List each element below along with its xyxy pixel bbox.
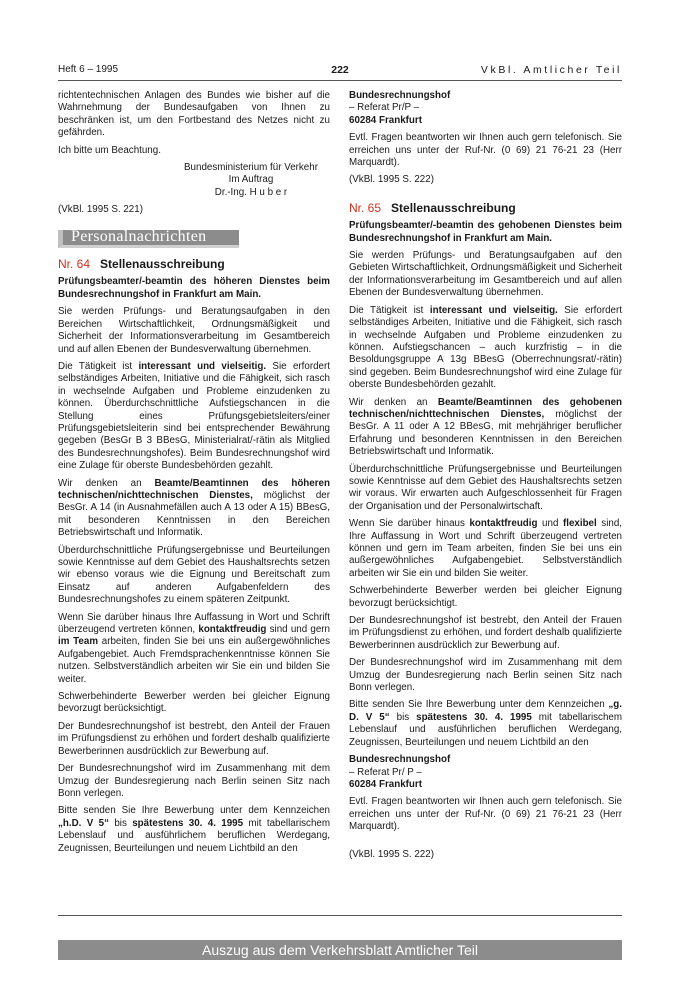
paragraph: Der Bundesrechnungshof ist bestrebt, den Anteil der Frauen im Prüfungsdienst zu erhöhen, und fordert deshalb qualifizierte Bewerberinnen ausdrücklich zur Bewerbung auf.	[349, 615, 622, 651]
journal-title: VkBl. Amtlicher Teil	[480, 64, 622, 76]
paragraph: Wenn Sie darüber hinaus Ihre Auffassung in Wort und Schrift überzeugend vertreten können, kontaktfreudig sind und gern im Team arbeiten, finden Sie bei uns ein außergewöhnliches Aufgabengebiet. Auch Fremdsprachenkenntnisse können Sie nutzen. Selbstverständlich arbeiten wir Sie ein und bilden Sie weiter.	[58, 611, 330, 685]
announcement-heading	[58, 258, 330, 270]
footer-banner: Auszug aus dem Verkehrsblatt Amtlicher Teil	[58, 940, 622, 960]
footer-rule	[58, 915, 622, 916]
paragraph: Wenn Sie darüber hinaus kontaktfreudig und flexibel sind, Ihre Auffassung in Wort und Schrift überzeugend vertreten können und gern im Team arbeiten, finden Sie bei uns ein außergewöhnliches Aufgabengebiet. Selbstverständlich arbeiten wir Sie ein und bilden Sie weiter.	[349, 518, 622, 579]
contact-paragraph: Evtl. Fragen beantworten wir Ihnen auch gern telefonisch. Sie erreichen uns unter der Ruf-Nr. (0 69) 21 76-21 23 (Herr Marquardt).	[349, 796, 622, 833]
left-column	[58, 90, 330, 860]
request-line: Ich bitte um Beachtung.	[58, 144, 161, 156]
signature-name: Dr.-Ing. H u b e r	[214, 186, 288, 198]
address-ref: – Referat Pr/ P –	[349, 766, 422, 778]
address-block	[349, 754, 622, 791]
paragraph: Der Bundesrechnungshof ist bestrebt, den Anteil der Frauen im Prüfungsdienst zu erhöhen und fordert deshalb qualifizierte Bewerberinnen ausdrücklich zur Bewerbung auf.	[58, 720, 330, 757]
announcement-subtitle: Prüfungsbeamter/-beamtin des höheren Dienstes beim Bundesrechnungshof in Frankfurt am Main.	[58, 276, 330, 300]
signature-ministry: Bundesministerium für Verkehr	[184, 162, 318, 174]
paragraph: Die Tätigkeit ist interessant und vielseitig. Sie erfordert selbständiges Arbeiten, Initiative und die Fähigkeit, sich rasch in wechselnde Aufgaben und Probleme einzudenken zu können. Überdurchschnittliche Aufstiegschancen in die Stellung eines Prüfungsgebietsleiters/einer Prüfungsgebietsleiterin sind bei entsprechender Bewährung gegeben (BesGr B 3 BBesG, Ministerialrat/-rätin als Mitglied des Bundesrechnungshofes). Beim Bundesrechnungshof wird eine Zulage für oberste Bundesbehörden gezahlt.	[58, 360, 330, 472]
paragraph: Sie werden Prüfungs- und Beratungsaufgaben in den Bereichen Wirtschaftlichkeit, Ordnungsmäßigkeit und Sicherheit der Informationsverarbeitung im Gesamtbereich und auf allen Ebenen der Bundesverwaltung übernehmen.	[58, 306, 330, 355]
paragraph: Schwerbehinderte Bewerber werden bei gleicher Eignung bevorzugt berücksichtigt.	[349, 585, 622, 609]
signature-block	[176, 162, 326, 199]
paragraph: Überdurchschnittliche Prüfungsergebnisse und Beurteilungen sowie Kenntnisse auf dem Gebiet des Haushaltsrechts setzen wir ebenso voraus wie die Eignung und Bereitschaft zum Einsatz auf anderen Aufgabenfeldern des Bundesrechnungshofes zu einem späteren Zeitpunkt.	[58, 544, 330, 606]
announcement-title: Stellenausschreibung	[391, 200, 516, 215]
reference-line: (VkBl. 1995 S. 222)	[349, 848, 434, 860]
paragraph: Der Bundesrechnungshof wird im Zusammenhang mit dem Umzug der Bundesregierung nach Berlin seinen Sitz nach Bonn verlegen.	[58, 763, 330, 799]
page-number: 222	[331, 64, 349, 76]
address-city: 60284 Frankfurt	[349, 114, 422, 126]
address-block	[349, 90, 622, 127]
paragraph: Wir denken an Beamte/Beamtinnen des höheren technischen/nichttechnischen Dienstes, möglichst der BesGr. A 14 (in Ausnahmefällen auch A 13 oder A 15) BBesG, mit besonderen Kenntnissen in den Bereichen Betriebswirtschaft und Informatik.	[58, 477, 330, 539]
page-header	[58, 64, 622, 80]
intro-paragraph: richtentechnischen Anlagen des Bundes wie bisher auf die Wahrnehmung der Bundesaufgaben von Ihnen zu beschränken ist, um den Fortbestand des Netzes nicht zu gefährden.	[58, 90, 330, 139]
issue-label: Heft 6 – 1995	[58, 64, 119, 75]
right-column	[349, 90, 622, 866]
address-city: 60284 Frankfurt	[349, 778, 422, 790]
paragraph: Wir denken an Beamte/Beamtinnen des gehobenen technischen/nichttechnischen Dienstes, möglichst der BesGr. A 11 oder A 12 BBesG, mit mehrjähriger beruflicher Erfahrung und besonderen Kenntnissen in den Bereichen Betriebswirtschaft und Informatik.	[349, 396, 623, 458]
announcement-number: Nr. 65	[349, 200, 382, 215]
reference-line: (VkBl. 1995 S. 222)	[349, 174, 434, 186]
section-banner: Personalnachrichten	[58, 230, 239, 248]
address-name: Bundesrechnungshof	[349, 754, 451, 766]
address-name: Bundesrechnungshof	[349, 90, 451, 101]
paragraph: Bitte senden Sie Ihre Bewerbung unter dem Kennzeichen „g. D. V 5“ bis spätestens 30. 4. 1995 mit tabellarischem Lebenslauf und ausführlichen beruflichen Werdegang, Zeugnissen, Beurteilungen und neuem Lichtbild an den	[349, 699, 623, 748]
paragraph: Überdurchschnittliche Prüfungsergebnisse und Beurteilungen sowie Kenntnisse auf dem Gebiet des Haushaltsrechts setzen wir voraus. Wir erwarten auch Aufgeschlossenheit für Fragen der Organisation und der Personalwirtschaft.	[349, 463, 622, 512]
signature-order: Im Auftrag	[228, 174, 274, 186]
reference-line: (VkBl. 1995 S. 221)	[58, 204, 143, 216]
header-rule	[58, 80, 622, 81]
paragraph: Schwerbehinderte Bewerber werden bei gleicher Eignung bevorzugt berücksichtigt.	[58, 691, 330, 715]
announcement-heading	[349, 202, 622, 214]
paragraph: Der Bundesrechnungshof wird im Zusammenhang mit dem Umzug der Bundesregierung nach Berlin seinen Sitz nach Bonn verlegen.	[349, 657, 622, 694]
paragraph: Bitte senden Sie Ihre Bewerbung unter dem Kennzeichen „h.D. V 5“ bis spätestens 30. 4. 1995 mit tabellarischem Lebenslauf und ausführlichem beruflichen Werdegang, Zeugnissen, Beurteilungen und neuem Lichtbild an den	[58, 805, 331, 854]
address-ref: – Referat Pr/P –	[349, 102, 420, 114]
announcement-title: Stellenausschreibung	[100, 257, 225, 272]
paragraph: Die Tätigkeit ist interessant und vielseitig. Sie erfordert selbständiges Arbeiten, Initiative und die Fähigkeit, sich rasch in wechselnde Aufgaben und Probleme einzudenken zu können. Aufstiegschancen – auch kurzfristig – in die Besoldungsgruppe A 13g BBesG (Oberrechnungsrat/-rätin) sind gegeben. Beim Bundesrechnungshof wird eine Zulage für oberste Bundesbehörden gezahlt.	[349, 304, 622, 391]
paragraph: Sie werden Prüfungs- und Beratungsaufgaben auf den Gebieten Wirtschaftlichkeit, Ordnungsmäßigkeit und Sicherheit der Informationsverarbeitung im Gesamtbereich und auf allen Ebenen der Bundesverwaltung übernehmen.	[349, 250, 622, 299]
announcement-number: Nr. 64	[58, 257, 91, 272]
announcement-subtitle: Prüfungsbeamter/-beamtin des gehobenen Dienstes beim Bundesrechnungshof in Frankfurt am Main.	[349, 220, 622, 244]
contact-paragraph: Evtl. Fragen beantworten wir Ihnen auch gern telefonisch. Sie erreichen uns unter der Ruf-Nr. (0 69) 21 76-21 23 (Herr Marquardt).	[349, 132, 622, 169]
